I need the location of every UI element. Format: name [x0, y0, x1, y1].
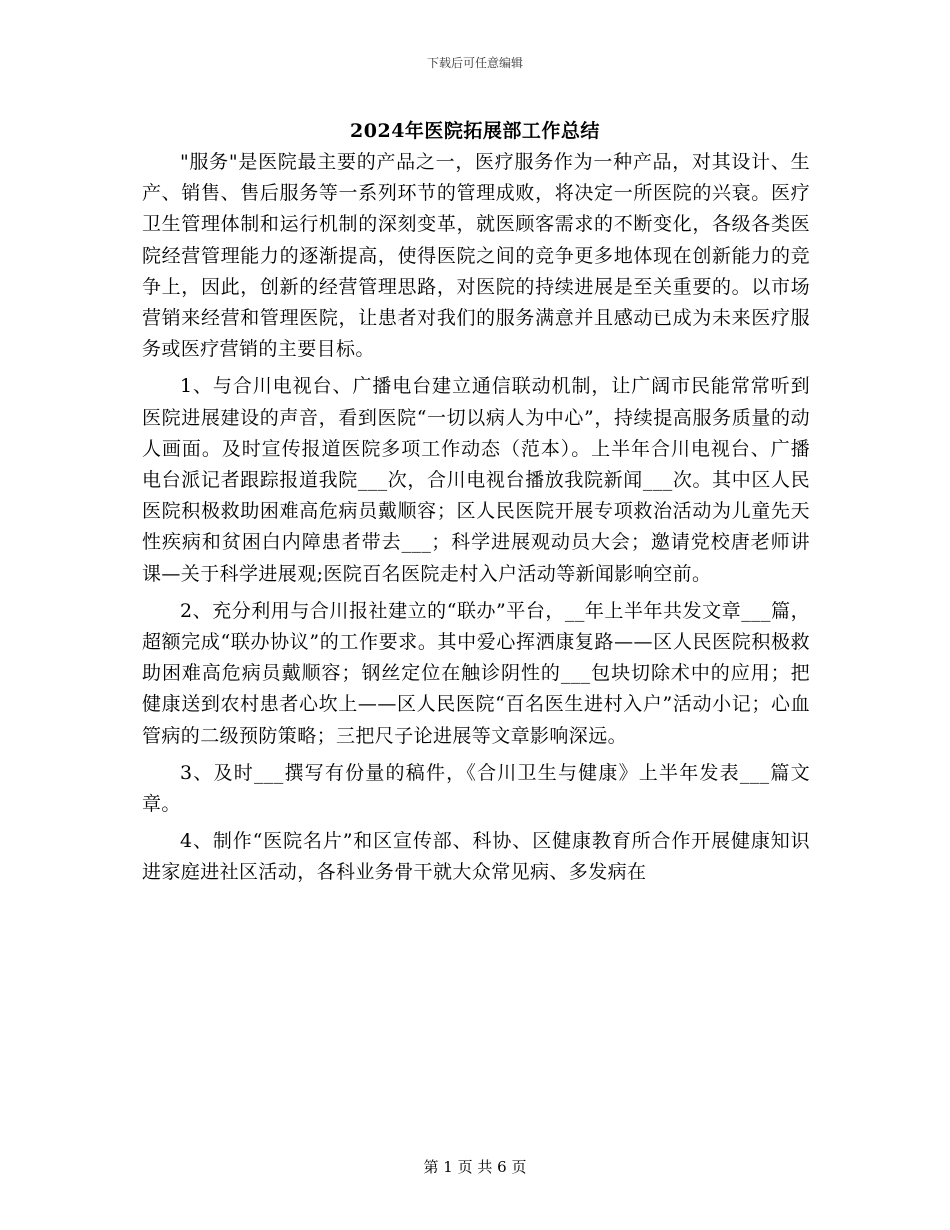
page-number-footer: 第 1 页 共 6 页: [423, 1158, 527, 1176]
paragraph-item-3: 3、及时___撰写有份量的稿件，《合川卫生与健康》上半年发表___篇文章。: [142, 761, 810, 816]
document-body: [142, 147, 810, 889]
paragraph-intro: "服务"是医院最主要的产品之一，医疗服务作为一种产品，对其设计、生产、销售、售后服务等一系列环节的管理成败，将决定一所医院的兴衰。医疗卫生管理体制和运行机制的深刻变革，就医顾客需求的不断变化，各级各类医院经营管理能力的逐渐提高，使得医院之间的竞争更多地体现在创新能力的竞争上，因此，创新的经营管理思路，对医院的持续进展是至关重要的。以市场营销来经营和管理医院，让患者对我们的服务满意并且感动已成为未来医疗服务或医疗营销的主要目标。: [142, 151, 810, 361]
header-note: 下载后可任意编辑: [426, 56, 523, 70]
document-title: 2024年医院拓展部工作总结: [350, 120, 600, 142]
paragraph-item-1: 1、与合川电视台、广播电台建立通信联动机制，让广阔市民能常常听到医院进展建设的声音，看到医院“一切以病人为中心”，持续提高服务质量的动人画面。及时宣传报道医院多项工作动态（范本）。上半年合川电视台、广播电台派记者跟踪报道我院___次，合川电视台播放我院新闻___次。其中区人民医院积极救助困难高危病员戴顺容；区人民医院开展专项救治活动为儿童先天性疾病和贫困白内障患者带去___；科学进展观动员大会；邀请党校唐老师讲课—关于科学进展观;医院百名医院走村入户活动等新闻影响空前。: [142, 375, 810, 585]
paragraph-item-2: 2、充分利用与合川报社建立的“联办”平台，__年上半年共发文章___篇，超额完成“联办协议”的工作要求。其中爱心挥洒康复路——区人民医院积极救助困难高危病员戴顺容；钢丝定位在触诊阴性的___包块切除术中的应用；把健康送到农村患者心坎上——区人民医院“百名医生进村入户”活动小记；心血管病的二级预防策略；三把尺子论进展等文章影响深远。: [142, 599, 810, 747]
paragraph-item-4: 4、制作“医院名片”和区宣传部、科协、区健康教育所合作开展健康知识进家庭进社区活动，各科业务骨干就大众常见病、多发病在: [142, 830, 810, 884]
